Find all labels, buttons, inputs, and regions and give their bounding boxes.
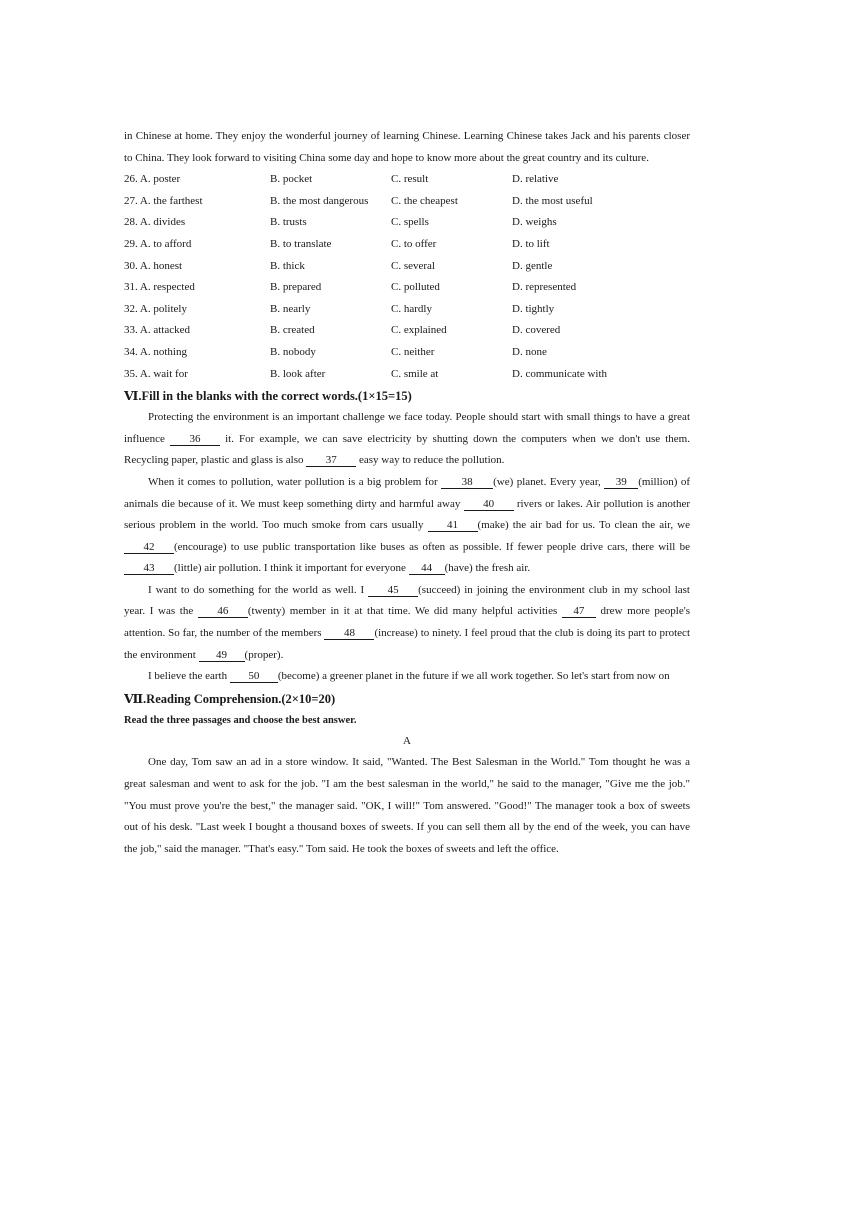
option-row: 27. A. the farthest B. the most dangerous C. the cheapest D. the most useful — [124, 194, 593, 207]
option-row: 26. A. poster B. pocket C. result D. relative — [124, 173, 559, 186]
option-row: 28. A. divides B. trusts C. spells D. weighs — [124, 216, 557, 229]
answer-blank[interactable]: 47 — [562, 605, 596, 618]
passage-label: A — [403, 734, 411, 747]
answer-blank[interactable]: 38 — [441, 476, 493, 489]
option-row: 35. A. wait for B. look after C. smile at D. communicate with — [124, 367, 608, 380]
option-row: 30. A. honest B. thick C. several D. gentle — [124, 259, 553, 272]
answer-blank[interactable]: 50 — [230, 670, 278, 683]
exam-page — [124, 126, 690, 860]
option-row: 31. A. respected B. prepared C. polluted D. represented — [124, 281, 577, 294]
options-list — [124, 169, 690, 385]
answer-blank[interactable]: 42 — [124, 541, 174, 554]
section-7-heading: Ⅶ.Reading Comprehension.(2×10=20) — [124, 691, 336, 706]
option-row: 32. A. politely B. nearly C. hardly D. tightly — [124, 302, 555, 315]
section-6-heading: Ⅵ.Fill in the blanks with the correct words.(1×15=15) — [124, 389, 412, 404]
answer-blank[interactable]: 37 — [306, 454, 356, 467]
answer-blank[interactable]: 45 — [368, 584, 418, 597]
option-row: 29. A. to afford B. to translate C. to offer D. to lift — [124, 237, 550, 250]
reading-instruction: Read the three passages and choose the best answer. — [124, 714, 357, 726]
answer-blank[interactable]: 48 — [324, 627, 374, 640]
fill-paragraph-1: Protecting the environment is an important challenge we face today. People should start with small things to have a great influence 36 it. For example, we can save electricity by shutting down the computers when we don't use them. Recycling paper, plastic and glass is also 37 easy way to reduce the pollution. — [124, 411, 690, 467]
answer-blank[interactable]: 46 — [198, 605, 248, 618]
fill-paragraph-3: I want to do something for the world as well. I 45 (succeed) in joining the environment club in my school last year. I was the 46 (twenty) member in it at that time. We did many helpful activities 47 drew more people's attention. So far, the number of the members 48 (increase) to ninety. I feel proud that the club is doing its part to protect the environment 49 (proper). — [124, 583, 690, 661]
option-row: 33. A. attacked B. created C. explained D. covered — [124, 324, 561, 337]
answer-blank[interactable]: 40 — [464, 498, 514, 511]
answer-blank[interactable]: 44 — [409, 562, 445, 575]
answer-blank[interactable]: 36 — [170, 433, 220, 446]
answer-blank[interactable]: 49 — [199, 649, 245, 662]
passage-a-text: One day, Tom saw an ad in a store window. It said, "Wanted. The Best Salesman in the World." Tom thought he was a great salesman and went to ask for the job. "I am the best salesman in the world," he said to the manager, "Give me the job." "You must prove you're the best," the manager said. "OK, I will!" Tom answered. "Good!" The manager took a box of sweets out of his desk. "Last week I bought a thousand boxes of sweets. If you can sell them all by the end of the week, you can have the job," said the manager. "That's easy." Tom said. He took the boxes of sweets and left the office. — [124, 756, 690, 855]
fill-paragraph-2: When it comes to pollution, water pollution is a big problem for 38 (we) planet. Every year, 39 (million) of animals die because of it. We must keep something dirty and harmful away 40 rivers or lakes. Air pollution is another serious problem in the world. Too much smoke from cars usually 41 (make) the air bad for us. To clean the air, we 42 (encourage) to use public transportation like buses as often as possible. If fewer people drive cars, there will be 43 (little) air pollution. I think it important for everyone 44 (have) the fresh air. — [124, 475, 691, 575]
option-row: 34. A. nothing B. nobody C. neither D. none — [124, 345, 547, 358]
answer-blank[interactable]: 39 — [604, 476, 638, 489]
answer-blank[interactable]: 43 — [124, 562, 174, 575]
cloze-passage-ending: in Chinese at home. They enjoy the wonderful journey of learning Chinese. Learning Chinese takes Jack and his parents closer to China. They look forward to visiting China some day and hope to know more about the great country and its culture. — [124, 130, 690, 164]
fill-paragraph-4: I believe the earth 50 (become) a greener planet in the future if we all work together. So let's start from now on — [148, 670, 670, 683]
answer-blank[interactable]: 41 — [428, 519, 478, 532]
